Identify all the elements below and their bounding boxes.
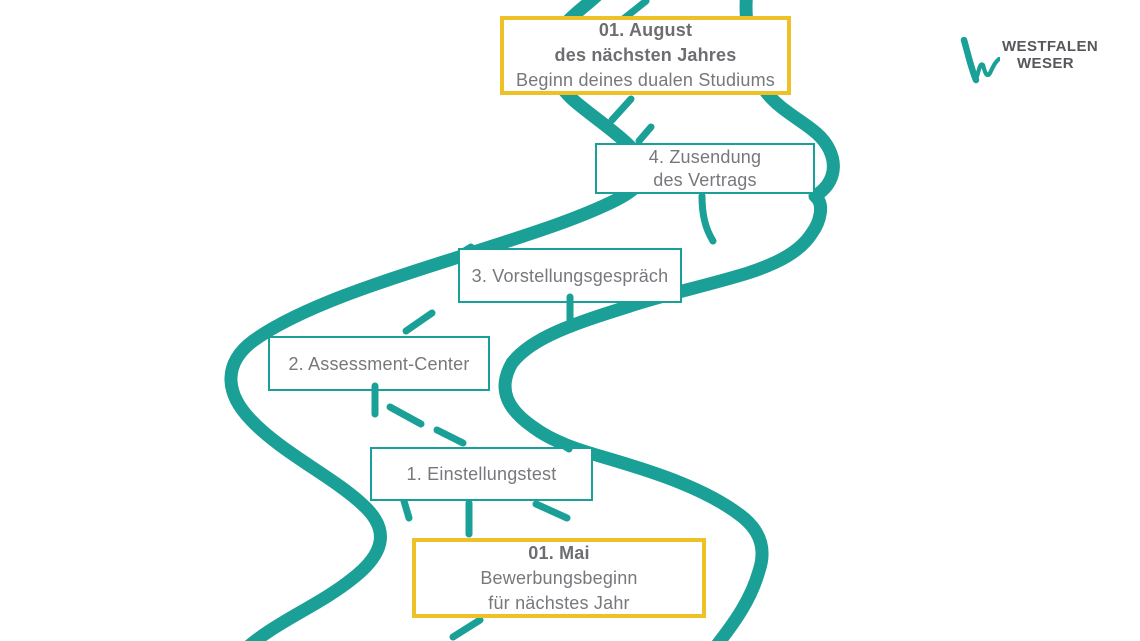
milestone-box-august-start [500, 16, 791, 95]
milestone-line: für nächstes Jahr [488, 592, 630, 613]
milestone-line: 01. Mai [528, 542, 590, 563]
milestone-line: 2. Assessment-Center [288, 353, 470, 374]
milestone-box-einstellungstest [370, 447, 593, 501]
logo-text [1002, 38, 1098, 72]
center-dash [437, 430, 463, 443]
center-dash [404, 501, 409, 518]
center-dash [639, 127, 651, 141]
center-dash [453, 620, 480, 637]
milestone-box-vertrag [595, 143, 815, 194]
milestone-line: Bewerbungsbeginn [480, 567, 638, 588]
milestone-line: 4. Zusendung [648, 146, 762, 167]
center-dash [702, 196, 713, 241]
milestone-box-mai-bewerbungsbeginn [412, 538, 706, 618]
center-dash [612, 99, 631, 120]
logo-name-line2: WESER [1017, 55, 1075, 72]
center-dash [390, 407, 421, 424]
milestone-line: 1. Einstellungstest [406, 464, 557, 484]
w-wave-mark-icon [960, 37, 1000, 85]
center-dash [536, 504, 567, 518]
milestone-box-assessment-center [268, 336, 490, 391]
milestone-box-vorstellungsgespraech [458, 248, 682, 303]
milestone-line: des nächsten Jahres [554, 45, 737, 65]
center-dash [406, 313, 432, 331]
milestone-line: 3. Vorstellungsgespräch [471, 265, 669, 286]
milestone-line: des Vertrags [653, 169, 757, 190]
company-logo [960, 34, 1098, 85]
logo-name-line1: WESTFALEN [1002, 38, 1099, 55]
milestone-line: 01. August [598, 20, 693, 40]
milestone-line: Beginn deines dualen Studiums [516, 70, 775, 90]
